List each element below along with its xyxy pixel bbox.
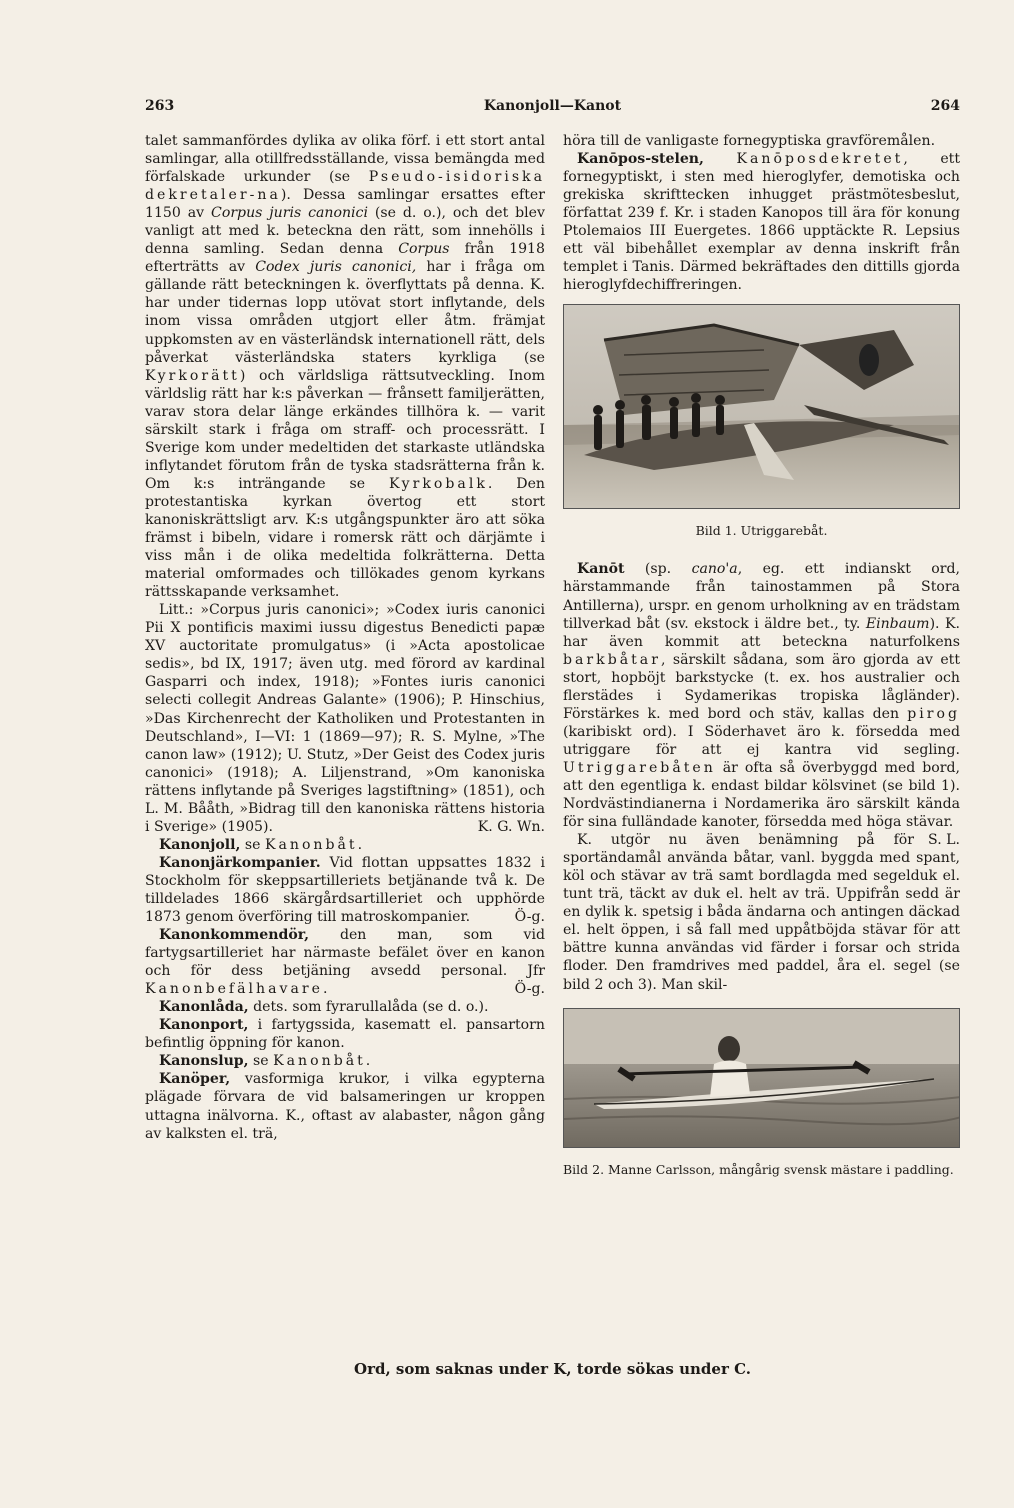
kanonisk-ratt-paragraph: talet sammanfördes dylika av olika förf. i ett stort antal samlingar, alla otillfredsställande, vissa bemängda med förfalskade urkunder (se Pseudo-isidoriska dekretaler-na). Dessa samlingar ersattes efter 1150 av Corpus juris canonici (se d. o.), och det blev vanligt att med k. beteckna den rätt, som innehölls i denna samling. Sedan denna Corpus från 1918 efterträtts av Codex juris canonici, har i fråga om gällande rätt beteckningen k. överflyttats på denna. K. har under tidernas lopp utövat stort inflytande, dels inom vissa områden utgjort eller åtm. främjat uppkomsten av en västerländsk internationell rätt, dels påverkat västerländska staters kyrkliga (se Kyrkorätt) och världsliga rättsutveckling. Inom världslig rätt har k:s påverkan — frånsett familjerätten, varav stora delar länge erkändes tillhöra k. — varit särskilt stark i fråga om straff- och processrätt. I Sverige kom under medeltiden det starkaste utländska inflytandet förutom från de tyska stadsrätterna från k. Om k:s inträngande se Kyrkobalk. Den protestantiska kyrkan övertog ett stort kanoniskrättsligt arv. K:s utgångspunkter äro att söka främst i bibeln, vidare i romersk rätt och därjämte i viss mån i de olika medeltida folkrätterna. Detta material omformades och tillökades genom kyrkans rättsskapande verksamhet. bbox=[145, 133, 545, 601]
entry-kanoper: Kanöper, vasformiga krukor, i vilka egypterna plägade förvara de vid balsameringen ur kroppen uttagna inälvorna. K., oftast av alabaster, någon gång av kalksten el. trä, bbox=[145, 1071, 545, 1142]
entry-kanonslup: Kanonslup, se Kanonbåt. bbox=[159, 1053, 371, 1070]
page-header bbox=[145, 98, 960, 120]
kanoper-continuation: höra till de vanligaste fornegyptiska gravföremålen. bbox=[563, 133, 936, 149]
entry-kanopos-stelen: Kanōpos-stelen, Kanōposdekretet, ett fornegyptiskt, i sten med hieroglyfer, demotiska och grekiska skrifttecken inhugget prästmötesbeslut, författat 239 f. Kr. i staden Kanopos till ära för konung Ptolemaios III Euergetes. 1866 upptäckte R. Lepsius ett väl bibehållet exemplar av denna inskrift från templet i Tanis. Därmed bekräftades den dittills gjorda hieroglyfdechiffreringen. bbox=[563, 151, 960, 294]
signature: Ö-g. bbox=[514, 909, 545, 926]
page-number-left: 263 bbox=[145, 98, 175, 114]
figure-2 bbox=[563, 1008, 960, 1177]
kanot-sport-paragraph: K. utgör nu även benämning på för sportändamål använda båtar, vanl. byggda med spant, köl och stävar av trä samt bordlagda med segelduk el. tunt trä, täckt av duk el. helt av trä. Uppifrån sedd är en dylik k. spetsig i båda ändarna och antingen däckad el. helt öppen, i så fall med uppåtböjda stävar för att bättre kunna användas vid färder i forsar och strida floder. Den framdrives med paddel, åra el. segel (se bild 2 och 3). Man skil- bbox=[563, 832, 960, 993]
figure-1-caption: Bild 1. Utriggarebåt. bbox=[695, 523, 828, 539]
entry-kanot: Kanōt (sp. cano'a, eg. ett indianskt ord, härstammande från tainostammen på Stora Antillerna), urspr. en genom urholkning av en trädstam tillverkad båt (sv. ekstock i äldre bet., ty. Einbaum). K. har även kommit att beteckna naturfolkens barkbåtar, särskilt sådana, som äro gjorda av ett stort, hopböjt barkstycke (t. ex. hos australier och flerstädes i Sydamerikas tropiska lågländer). Förstärkes k. med bord och stäv, kallas den pirog (karibiskt ord). I Söderhavet äro k. försedda med utriggare för att ej kantra vid segling. Utriggarebåten är ofta så överbyggd med bord, att den egentliga k. endast bildar kölsvinet (se bild 1). Nordvästindianerna i Nordamerika äro särskilt kända för sina fulländade kanoter, försedda med höga stävar. S. L. bbox=[563, 561, 960, 849]
kayak-paddler-image bbox=[564, 1009, 960, 1148]
kayak-photo bbox=[563, 1008, 960, 1148]
left-column bbox=[145, 132, 545, 1143]
outrigger-boat-image bbox=[564, 305, 960, 509]
entry-kanonlada: Kanonlåda, dets. som fyrarullalåda (se d. o.). bbox=[159, 999, 489, 1016]
entry-kanonkommendor: Kanonkommendör, den man, som vid fartygsartilleriet har närmaste befälet över en kanon och för dess betjäning avsedd personal. Jfr Kanonbefälhavare. Ö-g. bbox=[145, 927, 545, 998]
right-column bbox=[563, 132, 960, 1177]
entry-kanonjoll: Kanonjoll, se Kanonbåt. bbox=[159, 836, 363, 853]
signature: K. G. Wn. bbox=[477, 818, 545, 835]
page-footer-note: Ord, som saknas under K, torde sökas under C. bbox=[354, 1360, 751, 1378]
signature: S. L. bbox=[928, 832, 960, 849]
running-title: Kanonjoll—Kanot bbox=[483, 98, 622, 114]
figure-2-caption: Bild 2. Manne Carlsson, mångårig svensk mästare i paddling. bbox=[563, 1161, 954, 1177]
entry-kanonport: Kanonport, i fartygssida, kasematt el. pansartorn befintlig öppning för kanon. bbox=[145, 1017, 545, 1052]
literature-paragraph: Litt.: »Corpus juris canonici»; »Codex iuris canonici Pii X pontificis maximi iussu digestus Benedicti papæ XV auctoritate promulgatus» (i »Acta apostolicae sedis», bd IX, 1917; även utg. med förord av kardinal Gasparri och index, 1918); »Fontes iuris canonici selecti collegit Andreas Galante» (1906); P. Hinschius, »Das Kirchenrecht der Katholiken und Protestanten in Deutschland», I—VI: 1 (1869—97); R. S. Mylne, »The canon law» (1912); U. Stutz, »Der Geist des Codex juris canonici» (1918); A. Liljenstrand, »Om kanoniska rättens inflytande på Sveriges lagstiftning» (1851), och L. M. Bååth, »Bidrag till den kanoniska rättens historia i Sverige» (1905). K. G. Wn. bbox=[145, 602, 545, 835]
figure-1 bbox=[563, 304, 960, 538]
entry-kanonjarkompanier: Kanonjärkompanier. Vid flottan uppsattes 1832 i Stockholm för skeppsartilleriets betjänande två k. De tilldelades 1866 skärgårdsartilleriet och upphörde 1873 genom överföring till matroskompanier. Ö-g. bbox=[145, 854, 545, 926]
outrigger-boat-photo bbox=[563, 304, 960, 509]
signature: Ö-g. bbox=[514, 981, 545, 998]
page-number-right: 264 bbox=[930, 98, 960, 114]
